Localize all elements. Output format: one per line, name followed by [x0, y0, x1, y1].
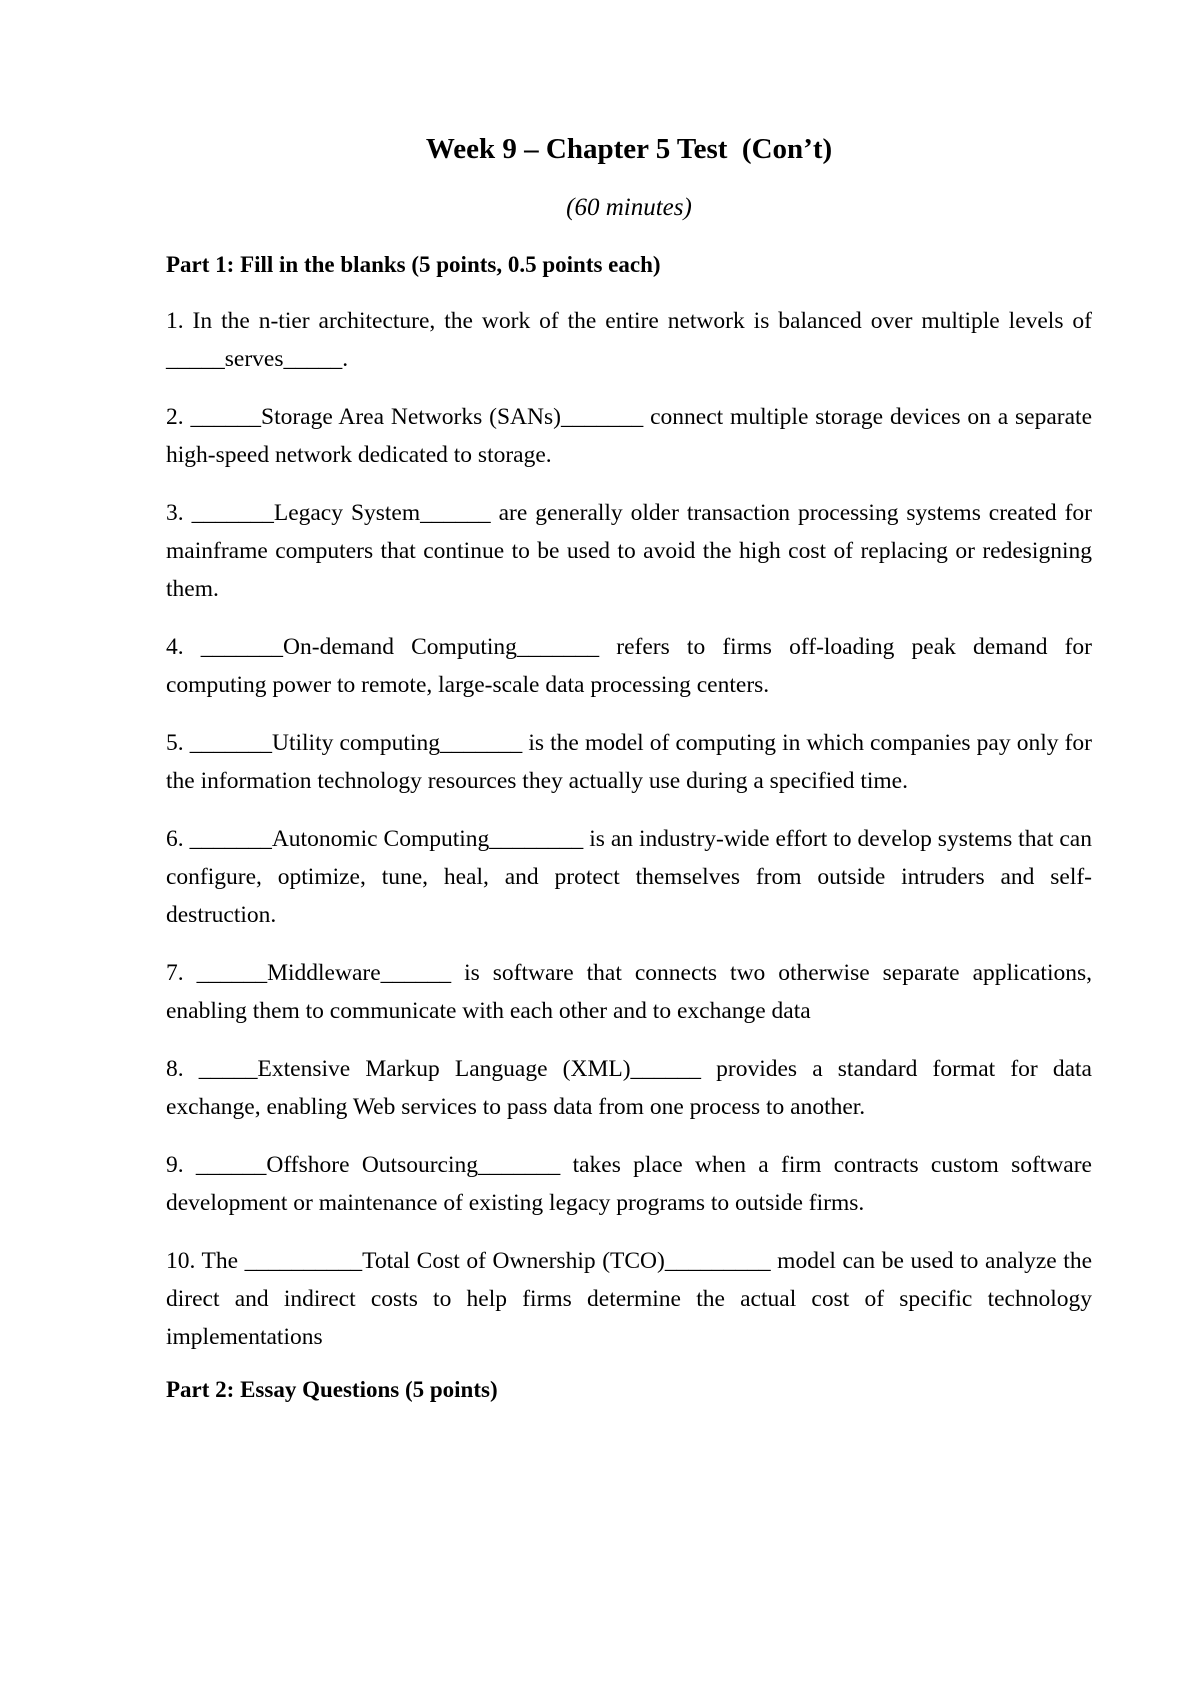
part1-heading: Part 1: Fill in the blanks (5 points, 0.5 points each)	[166, 251, 661, 277]
part2-heading: Part 2: Essay Questions (5 points)	[166, 1376, 498, 1402]
question-9: 9. ______Offshore Outsourcing_______ takes place when a firm contracts custom software development or maintenance of existing legacy programs to outside firms.	[166, 1151, 1092, 1216]
question-3: 3. _______Legacy System______ are generally older transaction processing systems created for mainframe computers that continue to be used to avoid the high cost of replacing or redesigning them.	[166, 499, 1092, 602]
question-8: 8. _____Extensive Markup Language (XML)______ provides a standard format for data exchange, enabling Web services to pass data from one process to another.	[166, 1055, 1092, 1120]
question-1: 1. In the n-tier architecture, the work of the entire network is balanced over multiple levels of _____serves_____.	[166, 307, 1092, 372]
question-10: 10. The __________Total Cost of Ownership (TCO)_________ model can be used to analyze the direct and indirect costs to help firms determine the actual cost of specific technology implementations	[166, 1247, 1092, 1350]
question-6: 6. _______Autonomic Computing________ is an industry-wide effort to develop systems that can configure, optimize, tune, heal, and protect themselves from outside intruders and self-destruction.	[166, 825, 1092, 928]
page-title: Week 9 – Chapter 5 Test (Con’t)	[425, 133, 833, 165]
test-page	[166, 132, 1092, 1404]
question-2: 2. ______Storage Area Networks (SANs)_______ connect multiple storage devices on a separate high-speed network dedicated to storage.	[166, 403, 1092, 468]
page-subtitle: (60 minutes)	[566, 193, 692, 221]
question-5: 5. _______Utility computing_______ is the model of computing in which companies pay only for the information technology resources they actually use during a specified time.	[166, 729, 1092, 794]
question-7: 7. ______Middleware______ is software that connects two otherwise separate applications, enabling them to communicate with each other and to exchange data	[166, 959, 1092, 1024]
question-4: 4. _______On-demand Computing_______ refers to firms off-loading peak demand for computing power to remote, large-scale data processing centers.	[166, 633, 1092, 698]
